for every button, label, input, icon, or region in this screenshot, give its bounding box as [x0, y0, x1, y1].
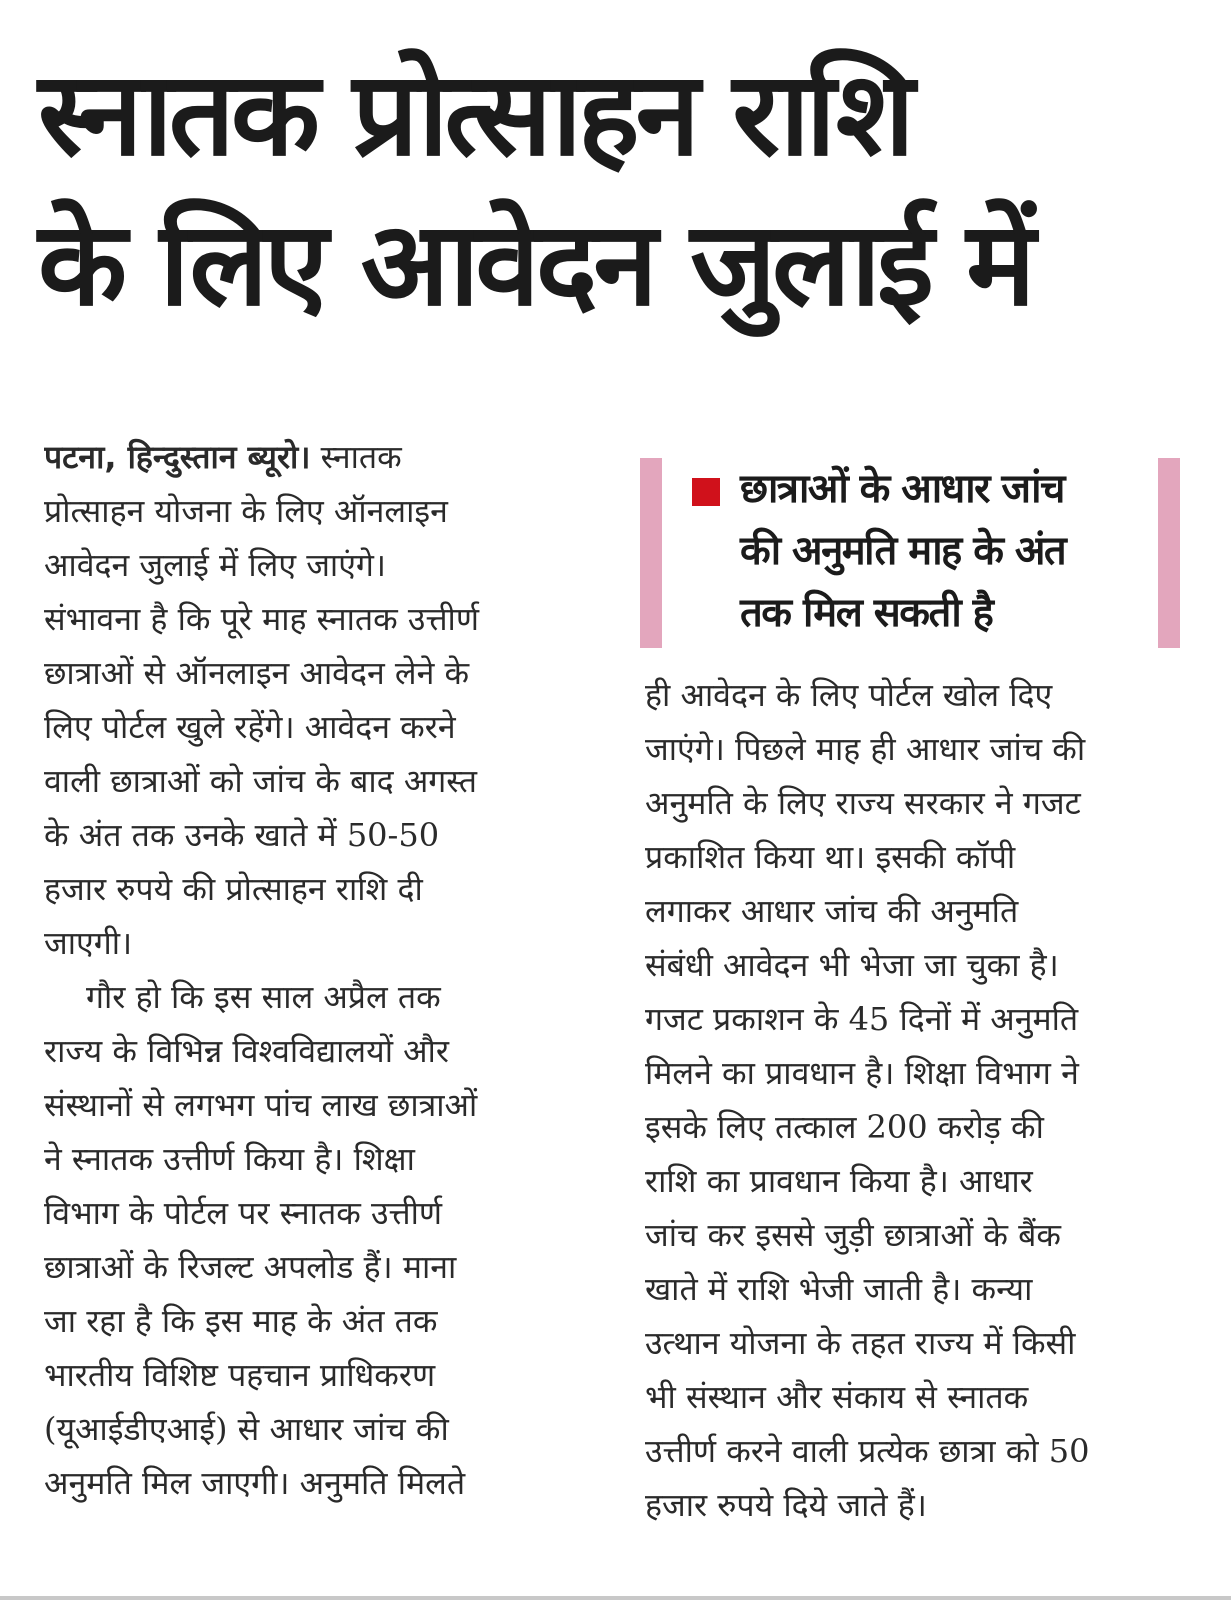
- article-line: (यूआईडीएआई) से आधार जांच की: [44, 1410, 449, 1448]
- article-line: मिलने का प्रावधान है। शिक्षा विभाग ने: [645, 1054, 1079, 1092]
- highlight-box: [640, 458, 1180, 648]
- article-line-text: स्नातक: [320, 438, 402, 476]
- article-column-left: [44, 430, 589, 1510]
- article-line: आवेदन जुलाई में लिए जाएंगे।: [44, 546, 387, 584]
- article-line: ही आवेदन के लिए पोर्टल खोल दिए: [645, 676, 1053, 714]
- highlight-line: की अनुमति माह के अंत: [740, 528, 1066, 574]
- article-column-right: [645, 668, 1180, 1532]
- article-line: भी संस्थान और संकाय से स्नातक: [645, 1378, 1029, 1416]
- article-line: लगाकर आधार जांच की अनुमति: [645, 892, 1019, 930]
- article-line: राज्य के विभिन्न विश्वविद्यालयों और: [44, 1032, 449, 1070]
- article-line: छात्राओं से ऑनलाइन आवेदन लेने के: [44, 654, 470, 692]
- square-bullet-icon: [692, 478, 720, 506]
- article-line: छात्राओं के रिजल्ट अपलोड हैं। माना: [44, 1248, 457, 1286]
- article-line: ने स्नातक उत्तीर्ण किया है। शिक्षा: [44, 1140, 415, 1178]
- headline-line-2: के लिए आवेदन जुलाई में: [38, 197, 1032, 332]
- article-line: संभावना है कि पूरे माह स्नातक उत्तीर्ण: [44, 600, 479, 638]
- article-line: गजट प्रकाशन के 45 दिनों में अनुमति: [645, 1000, 1079, 1038]
- article-line: हजार रुपये की प्रोत्साहन राशि दी: [44, 870, 423, 908]
- article-line: प्रकाशित किया था। इसकी कॉपी: [645, 838, 1016, 876]
- article-line: खाते में राशि भेजी जाती है। कन्या: [645, 1270, 1033, 1308]
- headline: [38, 40, 1198, 340]
- article-line: गौर हो कि इस साल अप्रैल तक: [86, 978, 441, 1016]
- article-line: विभाग के पोर्टल पर स्नातक उत्तीर्ण: [44, 1194, 443, 1232]
- highlight-text: [740, 458, 1150, 644]
- article-line: भारतीय विशिष्ट पहचान प्राधिकरण: [44, 1356, 436, 1394]
- article-line: जाएगी।: [44, 924, 133, 962]
- article-line: वाली छात्राओं को जांच के बाद अगस्त: [44, 762, 477, 800]
- article-line: उत्थान योजना के तहत राज्य में किसी: [645, 1324, 1076, 1362]
- bottom-divider: [0, 1596, 1231, 1600]
- dateline: पटना, हिन्दुस्तान ब्यूरो।: [44, 438, 311, 476]
- article-line: राशि का प्रावधान किया है। आधार: [645, 1162, 1033, 1200]
- headline-line-1: स्नातक प्रोत्साहन राशि: [38, 47, 911, 182]
- article-line: अनुमति मिल जाएगी। अनुमति मिलते: [44, 1464, 466, 1502]
- article-line: जाएंगे। पिछले माह ही आधार जांच की: [645, 730, 1086, 768]
- article-line: [44, 430, 589, 484]
- article-line: अनुमति के लिए राज्य सरकार ने गजट: [645, 784, 1081, 822]
- article-line: उत्तीर्ण करने वाली प्रत्येक छात्रा को 50: [645, 1432, 1090, 1470]
- article-line: जांच कर इससे जुड़ी छात्राओं के बैंक: [645, 1216, 1061, 1254]
- article-line: लिए पोर्टल खुले रहेंगे। आवेदन करने: [44, 708, 456, 746]
- highlight-line: तक मिल सकती है: [740, 590, 993, 636]
- highlight-bar-left: [640, 458, 662, 648]
- article-line: प्रोत्साहन योजना के लिए ऑनलाइन: [44, 492, 448, 530]
- article-line: संबंधी आवेदन भी भेजा जा चुका है।: [645, 946, 1059, 984]
- article-line: जा रहा है कि इस माह के अंत तक: [44, 1302, 438, 1340]
- highlight-line: छात्राओं के आधार जांच: [740, 466, 1064, 512]
- article-line: हजार रुपये दिये जाते हैं।: [645, 1486, 927, 1524]
- article-line: के अंत तक उनके खाते में 50-50: [44, 816, 440, 854]
- article-line: संस्थानों से लगभग पांच लाख छात्राओं: [44, 1086, 478, 1124]
- highlight-bar-right: [1158, 458, 1180, 648]
- article-line: इसके लिए तत्काल 200 करोड़ की: [645, 1108, 1044, 1146]
